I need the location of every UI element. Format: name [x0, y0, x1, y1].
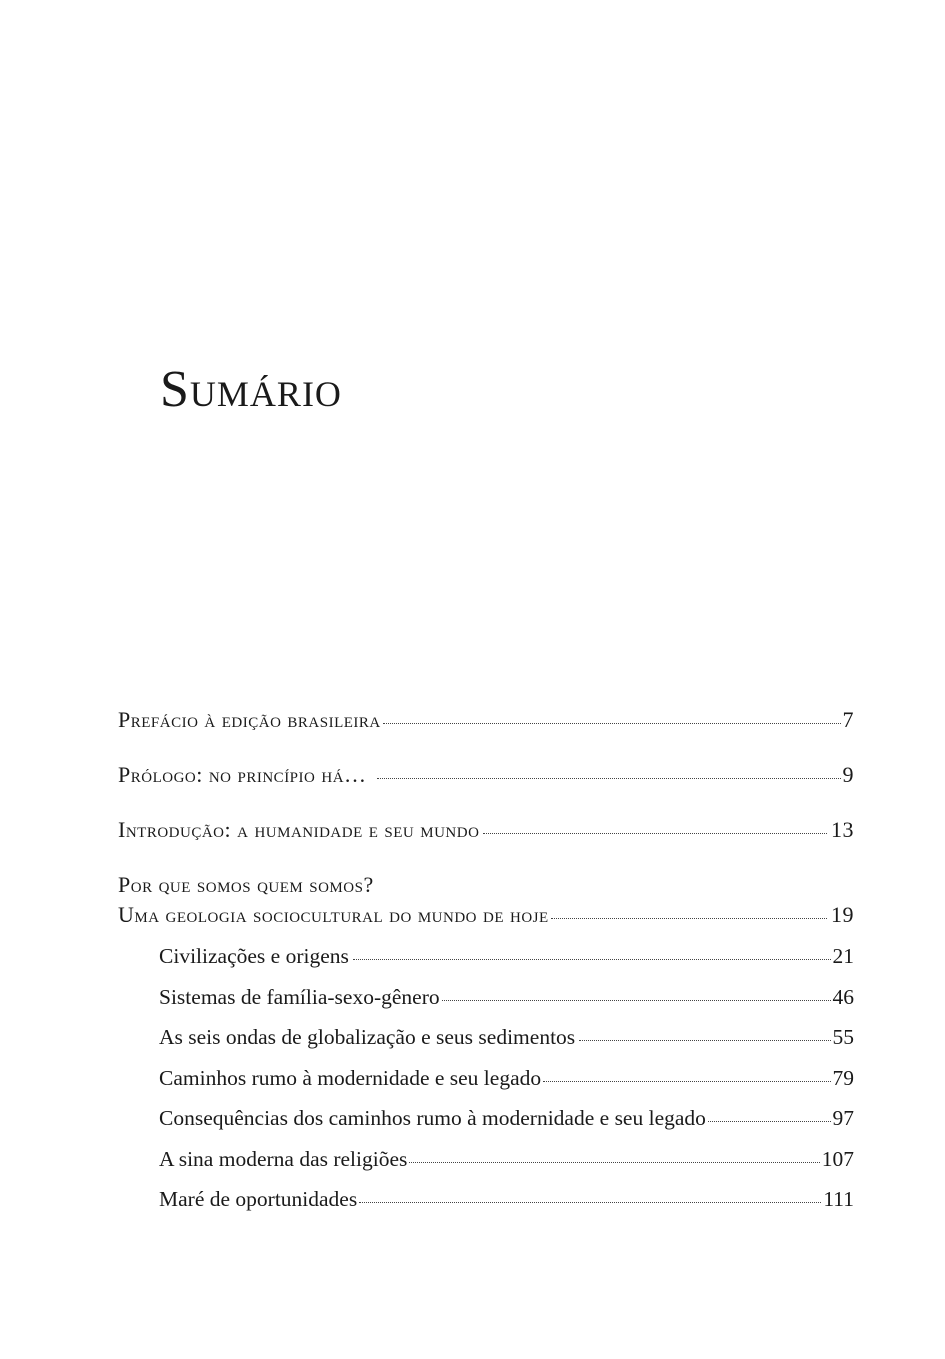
toc-entry-label: Consequências dos caminhos rumo à modernidade e seu legado	[159, 1106, 706, 1130]
toc-entry-label: Prefácio à edição brasileira	[118, 707, 381, 732]
toc-entry-page: 19	[831, 902, 854, 927]
toc-entry-label: Maré de oportunidades	[159, 1187, 358, 1211]
toc-entry-label: Por que somos quem somos?	[118, 872, 374, 897]
dot-leader	[359, 1202, 821, 1203]
toc-entry-label: Civilizações e origens	[159, 944, 349, 968]
toc-chapter-heading-line2	[118, 900, 854, 930]
toc-entry-label: Caminhos rumo à modernidade e seu legado	[159, 1065, 542, 1090]
toc-entry-page: 21	[832, 944, 854, 968]
toc-section	[118, 1144, 854, 1174]
toc-entry-prologo	[118, 760, 854, 790]
toc-entry-page: 97	[832, 1106, 854, 1130]
toc-entry-page: 13	[831, 817, 854, 842]
toc-entry-page: 9	[842, 762, 854, 787]
toc-entry-label: As seis ondas de globalização e seus sedimentos	[159, 1025, 576, 1049]
toc-section	[118, 1103, 854, 1133]
toc-entry-prefacio	[118, 705, 854, 735]
dot-leader	[708, 1121, 831, 1122]
toc-entry-page: 111	[823, 1187, 854, 1211]
dot-leader	[442, 1000, 831, 1001]
dot-leader	[383, 723, 841, 724]
page-title: Sumário	[160, 361, 342, 418]
toc-chapter-heading-line1	[118, 870, 854, 900]
toc-entry-label: Prólogo: no princípio há…	[118, 762, 367, 787]
toc-entry-page: 79	[832, 1065, 854, 1090]
toc-entry-label: Uma geologia sociocultural do mundo de hoje	[118, 902, 549, 927]
toc-entry-label: Sistemas de família-sexo-gênero	[159, 984, 440, 1009]
dot-leader	[579, 1040, 830, 1041]
toc-section	[118, 1022, 854, 1052]
toc-entry-introducao	[118, 815, 854, 845]
toc-entry-label: A sina moderna das religiões	[159, 1146, 408, 1171]
table-of-contents	[118, 700, 854, 1214]
toc-entry-page: 7	[842, 707, 854, 732]
toc-entry-page: 46	[832, 984, 854, 1009]
dot-leader	[409, 1162, 819, 1163]
toc-section	[118, 1063, 854, 1093]
toc-entry-page: 107	[821, 1146, 854, 1171]
toc-section	[118, 982, 854, 1012]
toc-entry-page: 55	[832, 1025, 854, 1049]
dot-leader	[543, 1081, 830, 1082]
toc-section	[118, 1184, 854, 1214]
dot-leader	[551, 918, 827, 919]
toc-section	[118, 941, 854, 971]
dot-leader	[353, 959, 831, 960]
dot-leader	[377, 778, 841, 779]
dot-leader	[483, 833, 827, 834]
toc-entry-label: Introdução: a humanidade e seu mundo	[118, 817, 480, 842]
